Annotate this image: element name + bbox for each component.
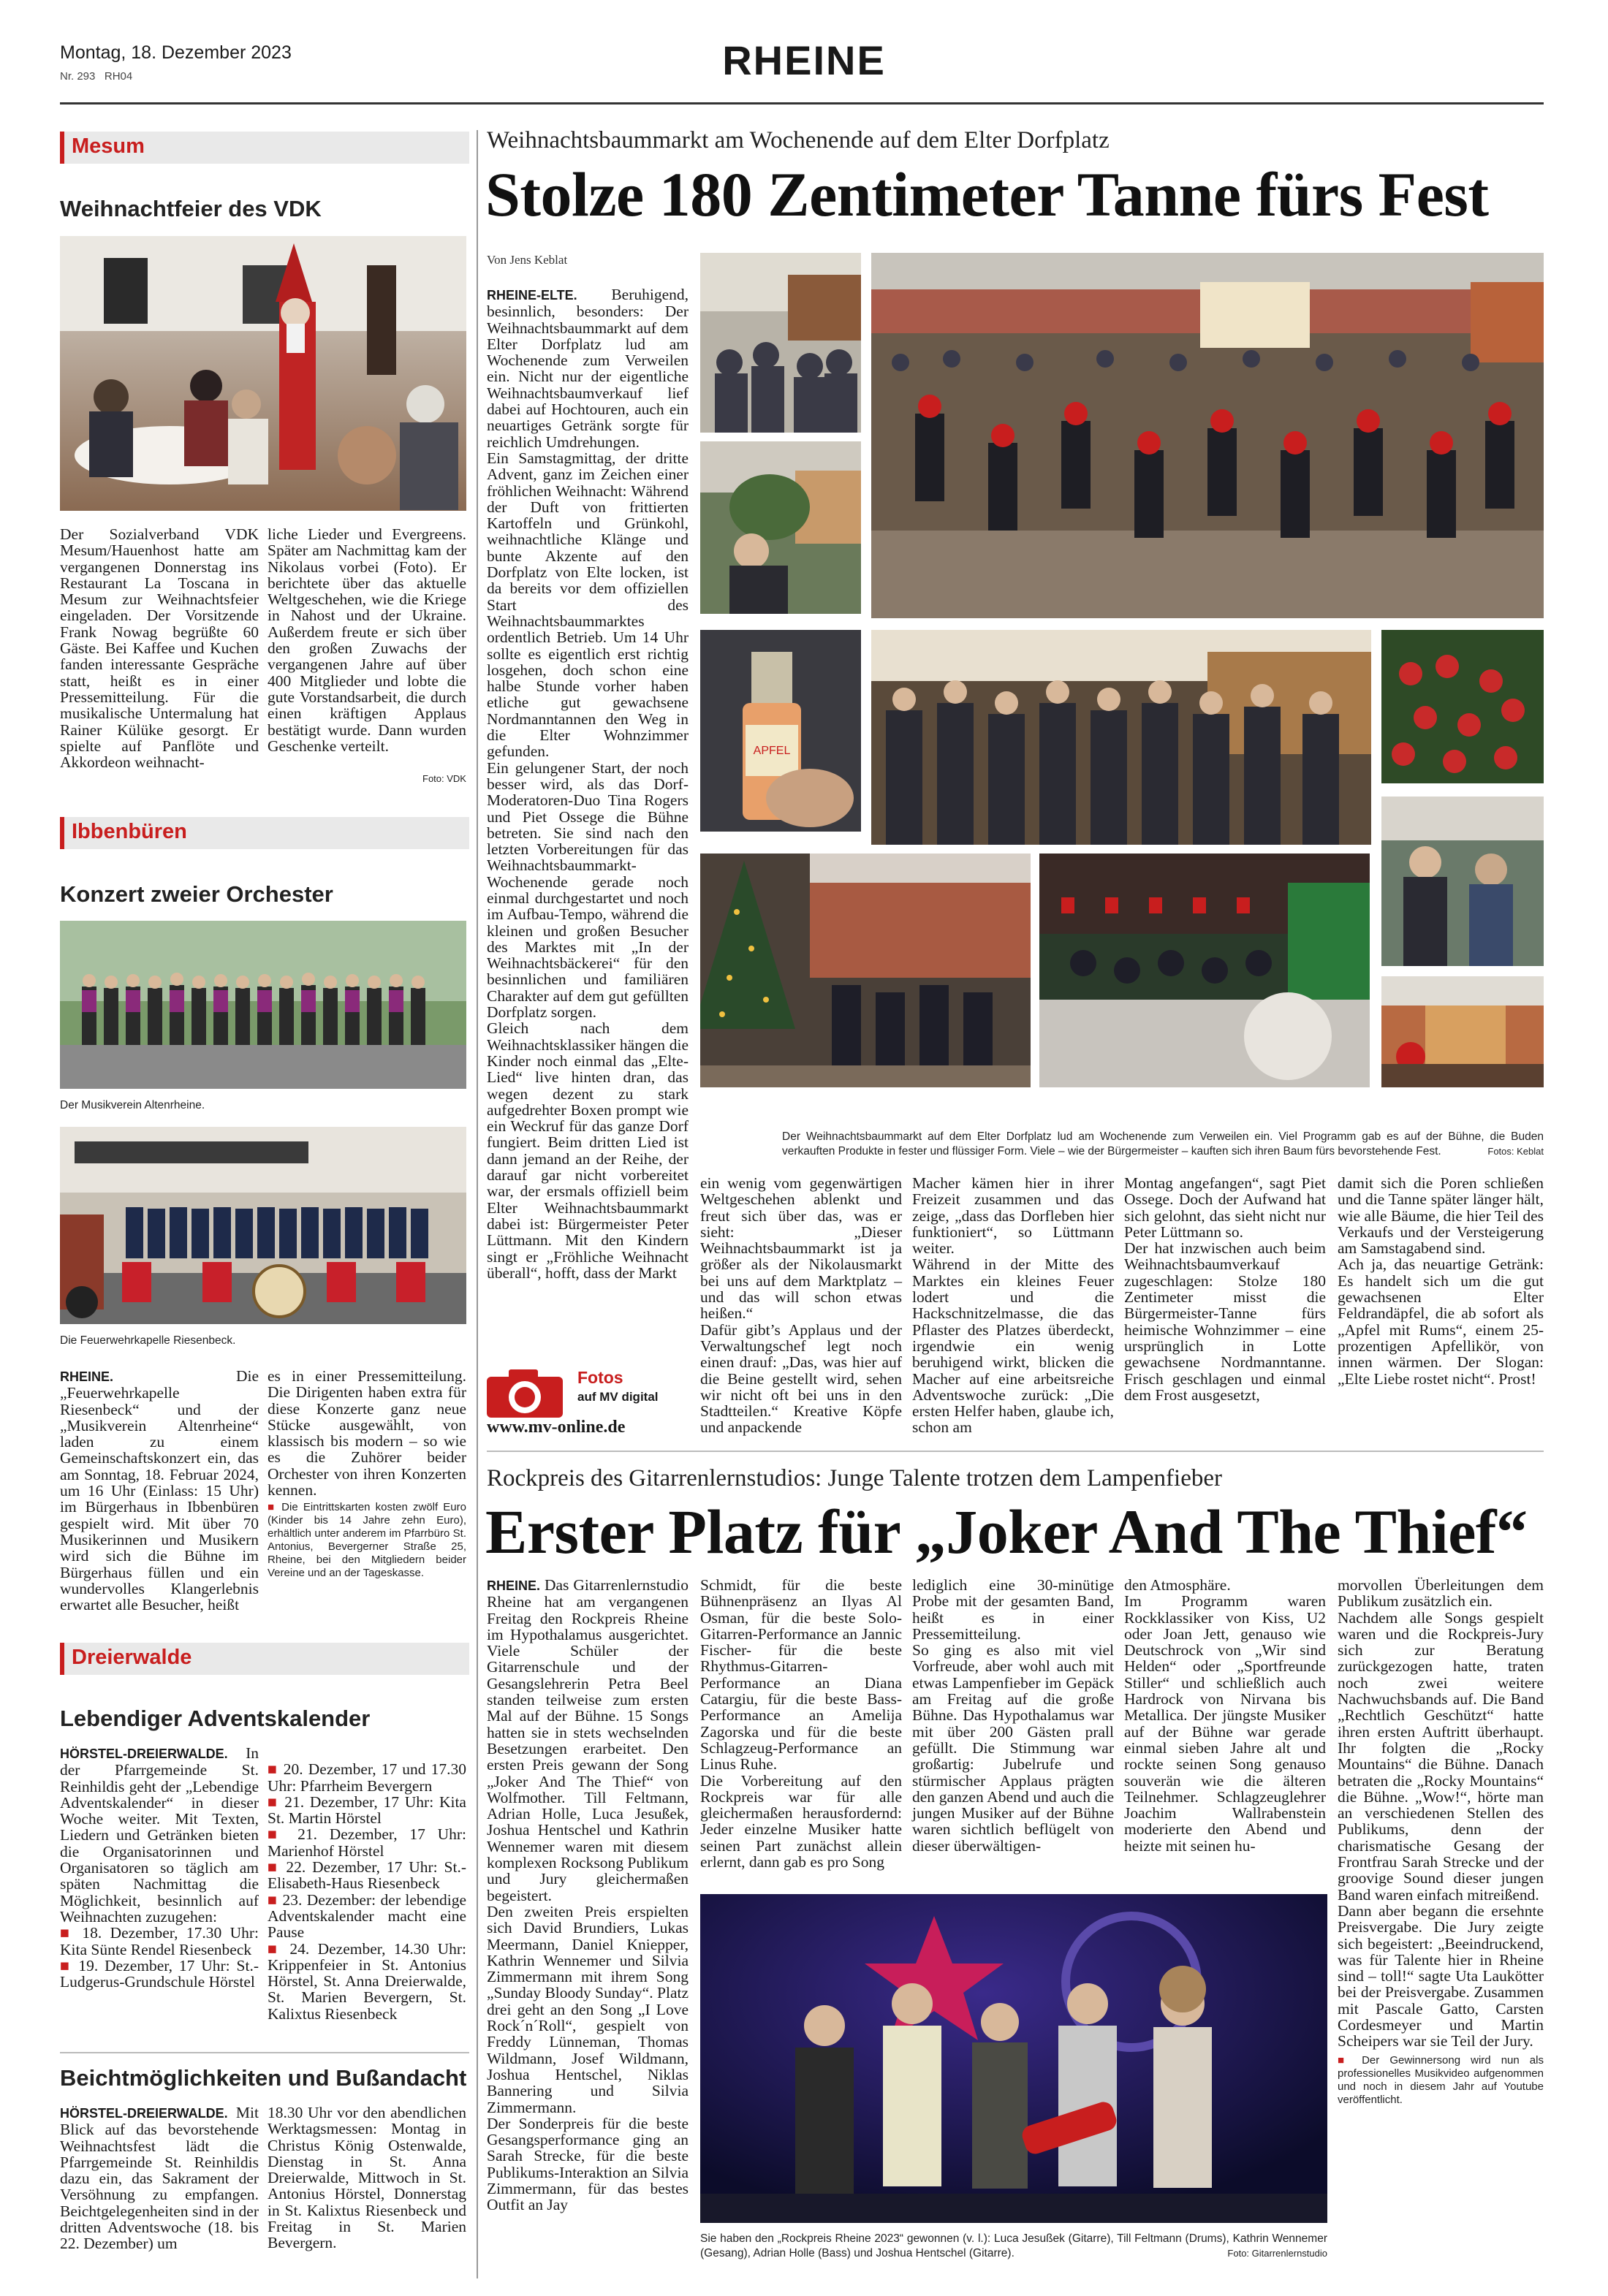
feuerwehrkapelle-photo [60,1127,466,1324]
vdk-photo-credit: Foto: VDK [422,773,466,784]
tanne-body1: Beruhigend, besinnlich, besonders: Der Weihnachtsbaummarkt auf dem Elter Dorfplatz lud am Wochenende zum Verweilen ein. Nicht nur der eigentliche Weihnachtsbaumverkauf lief dabei auf Hochtouren, auch ein neuartiges Getränk sorgte für reichlich Umdrehungen. Ein Samstagmittag, der dritte Advent, ganz im Zeichen einer fröhlichen Weihnacht: Während der Duft von frittierten Kartoffeln und Grünkohl, weihnachtliche Klänge und bunte Akzente auf den Dorfplatz von Elte locken, ist da bereits vor dem offiziellen Start des Weihnachtsbaummarktes ordentlich Betrieb. Um 14 Uhr sollte es eigentlich erst richtig losgehen, doch schon eine halbe Stunde vorher haben etliche gut gewachsene Nordmanntannen den Weg in die Elter Wohnzimmer gefunden. Ein gelungener Start, der noch besser wird, als das Dorf-Moderatoren-Duo Tina Rogers und Piet Ossege die Bühne betreten. Sie sind nach den letzten Vorbereitungen für das Weihnachtsbaummarkt-Wochenende gerade noch einmal durchgestartet und noch im Aufbau-Tempo, während die kleinen und großen Besucher des Marktes mit „In der Weihnachtsbäckerei“ für den besinnlichen und familiären Charakter auf dem gut gefüllten Dorfplatz sorgen. Gleich nach dem Weihnachtsklassiker hängen die Kinder noch einmal das „Elte-Lied“ live hinten dran, das wegen dezent zu stark aufgedrehter Boxen prompt wie ein Weckruf für das ganze Dorf fungiert. Beim dritten Lied ist dann jemand an der Reihe, der darauf gar nicht vorbereitet war, der ersmals offiziell beim Elter Weihnachtsbaummarkt dabei ist: Bürgermeister Peter Lüttmann. Mit den Kindern singt er „Fröhliche Weihnacht überall“, hofft, dass der Markt [487,286,689,1282]
band-photo [700,1894,1327,2223]
tanne-headline: Stolze 180 Zentimeter Tanne fürs Fest [485,159,1489,229]
dreierwalde-body1: In der Pfarrgemeinde St. Reinhildis geht der „Lebendige Adventskalender“ in dieser Woche weiter. Mit Texten, Liedern und Getränken bieten die Organisatorinnen und Organisatoren so täglich am späten Nachmittag die Möglichkeit, besinnlich auf Weihnachten zuzugehen: [60,1744,259,1926]
band-photo-credit: Foto: Gitarrenlernstudio [1227,2248,1327,2259]
tanne-text-col1 [487,286,689,1281]
issue-date: Montag, 18. Dezember 2023 [60,42,292,63]
advent-item: ■ 21. Dezember, 17 Uhr: Marienhof Hörstel [268,1826,466,1859]
dreierwalde-headline: Lebendiger Adventskalender [60,1706,371,1731]
dreierwalde-text-col2 [268,1745,466,2022]
beichte-dateline: HÖRSTEL-DREIERWALDE. [60,2106,228,2121]
joker-text-col2: Schmidt, für die beste Bühnenpräsenz an Ilyas Al Osman, für die beste Solo-Gitarren-Performance an Jannic Fischer- für die beste Rhythmus-Gitarren-Performance an Diana Catargiu, für die beste Bass-Performance an Amelija Zagorska und für die beste Schlagzeug-Performance an Linus Ruhe. Die Vorbereitung auf den Rockpreis war für alle gleichermaßen herausfordernd: Jeder einzelne Musiker hatte seinen Part zunächst allein erlernt, dann gab es pro Song [700,1576,902,1871]
page-code: RH04 [104,70,133,83]
tanne-text-col4: Montag angefangen“, sagt Piet Ossege. Doch der Aufwand hat sich gelohnt, das sieht nicht nur Peter Lüttmann so. Der hat inzwischen auch beim Weihnachtsbaumverkauf zugeschlagen: Stolze 180 Zentimeter misst die Bürgermeister-Tanne fürs heimische Wohnzimmer – eine ursprünglich in Lotte gewachsene Nordmanntanne. Frisch geschlagen und einmal dem Frost ausgesetzt, [1124,1174,1326,1404]
ibbenbueren-text-col2 [268,1368,466,1580]
issue-number [60,70,132,83]
band-photo-caption [700,2232,1327,2261]
promo-title: Fotos [577,1368,623,1387]
joker-text-col3: lediglich eine 30-minütige Probe mit der gesamten Band, heißt es in einer Pressemitteilung. So ging es also mit viel Vorfreude, aber wohl auch mit etwas Lampenfieber im Gepäck am Freitag auf die große Bühne. Das Hypothalamus war mit über 200 Gästen prall gefüllt. Die Stimmung war großartig: Jubelrufe und stürmischer Applaus prägten den ganzen Abend und auch die jungen Musiker auf der Bühne waren sichtlich beflügelt von dieser überwältigen- [912,1576,1114,1855]
advent-item: ■ 22. Dezember, 17 Uhr: St.-Elisabeth-Haus Riesenbeck [268,1859,466,1892]
joker-overline: Rockpreis des Gitarrenlernstudios: Junge Talente trotzen dem Lampenfieber [487,1465,1223,1491]
apples-photo [1381,630,1544,783]
joker-headline: Erster Platz für „Joker And The Thief“ [485,1497,1528,1567]
mesum-text-col1: Der Sozialverband VDK Mesum/Hauenhost hatte am vergangenen Donnerstag ins Restaurant La Toscana in Mesum zur Weihnachtsfeier eingeladen. Der Vorsitzende Frank Nowag begrüßte 60 Gäste. Bei Kaffee und Kuchen fanden interessante Gespräche statt, heißt es in einer Pressemitteilung. Für die musikalische Untermalung hat Rainer Külüke gesorgt. Er spielte auf Panflöte und Akkordeon weihnacht- [60,525,259,772]
advent-item: ■ 21. Dezember, 17 Uhr: Kita St. Martin Hörstel [268,1794,466,1827]
mesum-text-col2: liche Lieder und Evergreens. Später am Nachmittag kam der Nikolaus vorbei (Foto). Er berichtete über das aktuelle Weltgeschehen, wie die Kriege in Nahost und der Ukraine. Außerdem freute er sich über den großen Zuwachs der vergangenen Jahre auf über 400 Mitglieder und lobte die gute Vorstandsarbeit, die durch einen kräftigen Applaus bestätigt wurde. Dann wurden Geschenke verteilt. [268,525,466,755]
svg-text:APFEL: APFEL [753,745,791,757]
tanne-text-col5: damit sich die Poren schließen und die Tanne später länger hält, wie alle Bäume, die hier Teil des Verkaufs und der Versteigerung am Samstagabend sind. Ach ja, das neuartige Getränk: Es handelt sich um die gut gewachsenen Elter Feldrandäpfel, die ab sofort als „Apfel mit Rums“, einem 25-prozentigen Apfellikör, von innen wärmen. Der Slogan: „Elte Liebe rostet nicht“. Prost! [1338,1174,1544,1388]
advent-item: ■ 18. Dezember, 17.30 Uhr: Kita Sünte Rendel Riesenbeck [60,1925,259,1958]
christmas-tree-photo [700,854,1031,1087]
ibbenbueren-dateline: RHEINE. [60,1369,114,1384]
tanne-photo-caption [782,1130,1544,1159]
advent-item: ■ 19. Dezember, 17 Uhr: St.-Ludgerus-Grundschule Hörstel [60,1958,259,1991]
market-photo-1 [700,253,861,433]
advent-item: ■ 20. Dezember, 17 und 17.30 Uhr: Pfarrheim Bevergern [268,1761,466,1794]
joker-video-note: ■ Der Gewinnersong wird nun als professionelles Musikvideo aufgenommen und noch in diesem Jahr auf Youtube veröffentlicht. [1338,2054,1544,2107]
ibbenbueren-body1: Die „Feuerwehrkapelle Riesenbeck“ und der „Musikverein Altenrheine“ laden zu einem Gemeinschaftskonzert ein, das am Sonntag, 18. Februar 2024, um 16 Uhr (Einlass: 15 Uhr) im Bürgerhaus in Ibbenbüren gespielt wird. Mit über 70 Musikerinnen und Musikern wird sich die Bühne im Bürgerhaus füllen und ein wundervolles Klangerlebnis erwartet alle Besucher, heißt [60,1367,259,1614]
issue-nr: Nr. 293 [60,70,96,83]
joker-body1: Das Gitarrenlernstudio Rheine hat am vergangenen Freitag den Rockpreis Rheine im Hypothalamus ausgerichtet. Viele Schüler der Gitarrenschule und der Gesangslehrerin Petra Beel standen teilweise zum ersten Mal auf der Bühne. 15 Songs hatten sie in stets wechselnden Besetzungen erarbeitet. Den ersten Preis gewann der Song „Joker And The Thief“ von Wolfmother. Till Feltmann, Adrian Holle, Luca Jesußek, Joshua Hentschel und Kathrin Wennemer waren mit diesem komplexen Rocksong Publikum und Jury gleichermaßen begeistert. Den zweiten Preis erspielten sich David Brundiers, Lukas Meermann, Daniel Kniepper, Kathrin Wennemer und Silvia Zimmermann mit ihrem Song „Sunday Bloody Sunday“. Platz drei geht an den Song „I Love Rock´n´Roll“, gespielt von Freddy Lünneman, Thomas Wildmann, Josef Wildmann, Joshua Hentschel, Niklas Bannering und Silvia Zimmermann. Der Sonderpreis für die beste Gesangsperformance ging an Sarah Strecke, für die beste Publikums-Interaktion an Silvia Zimmermann, für das bestes Outfit an Jay [487,1576,689,2214]
tanne-byline: Von Jens Keblat [487,253,568,267]
feuerwehrkapelle-caption: Die Feuerwehrkapelle Riesenbeck. [60,1334,236,1347]
stage-photo [1039,854,1370,1087]
section-ibbenbueren: Ibbenbüren [60,817,469,849]
beichte-headline: Beichtmöglichkeiten und Bußandacht [60,2065,467,2091]
beichte-text-col2: 18.30 Uhr vor den abendlichen Werktagsmessen: Montag in Christus König Ostenwalde, Dienstag in St. Anna Dreierwalde, Mittwoch in St. Antonius Hörstel, Donnerstag in St. Kalixtus Riesenbeck und Freitag in St. Marien Bevergern. [268,2104,466,2252]
joker-text-col4: den Atmosphäre. Im Programm waren Rockklassiker von Kiss, U2 oder Joan Jett, genauso wie Deutschrock von „Wir sind Helden“ oder „Sportfreunde Stiller“ und schließlich auch Hardrock von Nirvana bis Metallica. Der jüngste Musiker auf der Bühne war gerade einmal sieben Jahre alt und rockte seinen Song genauso souverän wie die älteren Teilnehmer. Schlagzeuglehrer Joachim Wallrabenstein moderierte den Abend und heizte mit seinen hu- [1124,1576,1326,1855]
header-rule [60,102,1544,104]
advent-item: ■ 23. Dezember: der lebendige Adventskalender macht eine Pause [268,1892,466,1941]
dreierwalde-dateline: HÖRSTEL-DREIERWALDE. [60,1746,228,1761]
mv-digital-promo[interactable] [487,1361,689,1437]
tanne-dateline: RHEINE-ELTE. [487,288,577,303]
joker-text-col1 [487,1577,689,2213]
joker-text-col5 [1338,1577,1544,2107]
section-mesum: Mesum [60,132,469,164]
beichte-body1: Mit Blick auf das bevorstehende Weihnachtsfest lädt die Pfarrgemeinde St. Reinhildis dazu ein, das Sakrament der Versöhnung zu empfangen. Beichtgelegenheiten sind in der dritten Adventswoche (18. bis 22. Dezember) um [60,2104,259,2253]
promo-url: www.mv-online.de [487,1418,626,1437]
mesum-headline: Weihnachtfeier des VDK [60,196,322,221]
market-photo-2 [700,441,861,614]
vdk-photo [60,236,466,511]
joker-dateline: RHEINE. [487,1578,541,1593]
tanne-overline: Weihnachtsbaummarkt am Wochenende auf dem Elter Dorfplatz [487,127,1110,153]
musikverein-caption: Der Musikverein Altenrheine. [60,1099,205,1111]
tanne-text-col3: Macher kämen hier in ihrer Freizeit zusammen und das zeige, „dass das Dorfleben hier funktioniert“, so Lüttmann weiter. Während in der Mitte des Marktes ein kleines Feuer lodert und die Hackschnitzelmasse, die das Pflaster des Platzes überdeckt, irgendwie ein wenig beruhigend wirkt, blicken die Macher auf eine arbeitsreiche Adventswoche zurück: „Die ersten Helfer haben, glaube ich, schon am [912,1174,1114,1437]
divider [60,2052,469,2053]
band-caption-text: Sie haben den „Rockpreis Rheine 2023“ gewonnen (v. l.): Luca Jesußek (Gitarre), Till Feltmann (Drums), Kathrin Wennemer (Gesang), Adrian Holle (Bass) und Joshua Hentschel (Gitarre). [700,2232,1327,2259]
ibbenbueren-headline: Konzert zweier Orchester [60,881,333,907]
column-rule [477,130,478,2278]
dancing-children-photo [871,253,1544,618]
section-title: RHEINE [722,37,886,83]
divider [487,1451,1544,1452]
ibbenbueren-text-col1 [60,1368,259,1613]
promo-subtitle: auf MV digital [577,1390,659,1404]
joker-body5: morvollen Überleitungen dem Publikum zusätzlich ein. Nachdem alle Songs gespielt waren und die Rockpreis-Jury sich zur Beratung zurückgezogen hatte, traten noch zwei weitere Nachwuchsbands auf. Die Band „Rechtlich Geschützt“ hatte ihren ersten Auftritt überhaupt. Ihr folgten die „Rocky Mountains“ die Bühne. Danach betraten die „Rocky Mountains“ die Bühne. „Wow!“, hörte man an verschiedenen Stellen des Publikums, denn der charismatische Gesang der Frontfrau Sarah Strecke und der groovige Sound dieser jungen Band waren einfach mitreißend. Dann aber begann die ersehnte Preisvergabe. Die Jury zeigte sich begeistert: „Beeindruckend, was für Talente hier in Rheine sind – toll!“ sagte Uta Laukötter bei der Preisvergabe. Zusammen mit Pascale Gatto, Carsten Cordesmeyer und Martin Scheipers war sie Teil der Jury. [1338,1576,1544,2050]
beichte-text-col1 [60,2105,259,2252]
advent-item: ■ 24. Dezember, 14.30 Uhr: Krippenfeier in St. Antonius Hörstel, St. Anna Dreierwalde, St. Marien Bevergern, St. Kalixtus Riesenbeck [268,1941,466,2022]
dreierwalde-text-col1 [60,1745,259,1990]
crowd-photo [871,630,1371,845]
section-dreierwalde: Dreierwalde [60,1643,469,1675]
apfel-mit-rums-photo [700,630,861,832]
mayor-photo [1381,797,1544,966]
tanne-photo-credit: Fotos: Keblat [1487,1146,1544,1157]
stall-photo [1381,976,1544,1087]
musikverein-photo [60,921,466,1089]
tanne-caption-text: Der Weihnachtsbaummarkt auf dem Elter Dorfplatz lud am Wochenende zum Verweilen ein. Viel Programm gab es auf der Bühne, die Buden verkauften Produkte in fester und flüssiger Form. Viele – wie der Bürgermeister – kauften sich ihren Baum fürs bevorstehende Fest. [782,1130,1544,1157]
tanne-text-col2: ein wenig vom gegenwärtigen Weltgeschehen ablenkt und freut sich über das, was er sieht: „Dieser Weihnachtsbaummarkt ist ja größer als der Nikolausmarkt bei uns auf dem Marktplatz – und das will schon etwas heißen.“ Dafür gibt’s Applaus und der Verwaltungschef legt noch einen drauf: „Das, was hier auf die Beine gestellt wird, sehen wir nicht oft bei uns in den Stadtteilen.“ Kreative Köpfe und anpackende [700,1174,902,1437]
camera-icon [487,1366,567,1419]
ibbenbueren-ticket-note: ■ Die Eintrittskarten kosten zwölf Euro (Kinder bis 14 Jahre zehn Euro), erhältlich unter anderem im Pfarrbüro St. Antonius, Bevergerner Straße 25, Rheine, bei den Mitgliedern beider Vereine und an der Tageskasse. [268,1501,466,1580]
ibbenbueren-body2: es in einer Pressemitteilung. Die Dirigenten haben extra für diese Konzerte ganz neue Stücke ausgewählt, von klassisch bis modern – so wie es die Zuhörer beider Orchester von ihren Konzerten kennen. [268,1367,466,1499]
